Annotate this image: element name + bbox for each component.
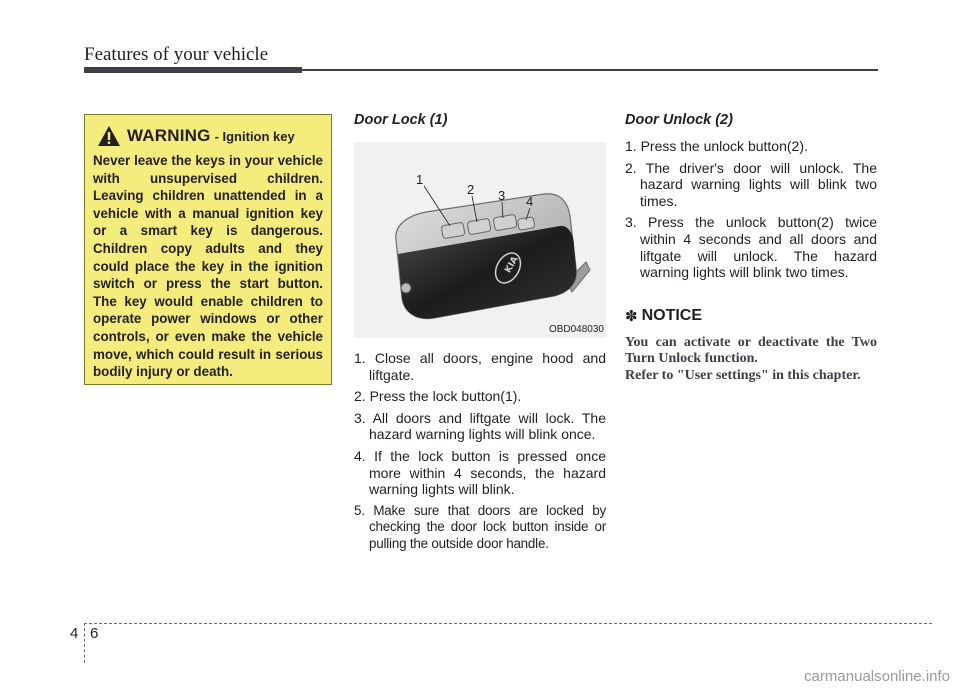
notice-line: Refer to "User settings" in this chapter. xyxy=(625,367,861,383)
warning-body: Never leave the keys in your vehicle with unsupervised children. Leaving children unattended in a vehicle with a manual ignition key or a smart key is dangerous. Children copy adults and they could place the key in the ignition switch or press the start button. The key would enable children to operate power windows or other controls, or even make the vehicle move, which could result in serious bodily injury or death. xyxy=(93,153,323,380)
door-lock-title: Door Lock (1) xyxy=(354,112,448,128)
page-number: 6 xyxy=(90,625,99,642)
footer-divider xyxy=(84,623,85,663)
notice-body xyxy=(625,335,877,385)
warning-box xyxy=(84,114,332,385)
door-unlock-column xyxy=(625,112,877,384)
footer-rule xyxy=(84,623,932,624)
header-rule-thin xyxy=(302,69,878,71)
door-unlock-title: Door Unlock (2) xyxy=(625,112,733,128)
warning-label: WARNING xyxy=(127,126,211,145)
list-item: 5. Make sure that doors are locked by checking the door lock button inside or pulling the outside door handle. xyxy=(354,502,606,551)
key-fob-illustration xyxy=(354,142,606,338)
callout-1: 1 xyxy=(416,172,424,187)
list-item: 3. All doors and liftgate will lock. The hazard warning lights will blink once. xyxy=(354,409,606,443)
list-item: 2. Press the lock button(1). xyxy=(354,388,522,405)
warning-triangle-icon xyxy=(97,125,121,147)
callout-4: 4 xyxy=(526,194,534,209)
notice-heading xyxy=(625,307,877,325)
door-unlock-steps xyxy=(625,138,877,281)
page-section-title: Features of your vehicle xyxy=(84,44,269,65)
callout-2: 2 xyxy=(467,182,475,197)
warning-subtitle: - Ignition key xyxy=(214,128,295,144)
key-fob-figure xyxy=(354,142,606,338)
notice-label: NOTICE xyxy=(641,306,703,324)
door-lock-column xyxy=(354,112,606,558)
figure-code: OBD048030 xyxy=(548,324,604,335)
warning-heading xyxy=(97,123,323,149)
list-item: 3. Press the unlock button(2) twice within 4 seconds and all doors and liftgate will unlock. The hazard warning lights will blink two times. xyxy=(625,214,877,281)
door-lock-steps xyxy=(354,350,606,553)
header-rule-thick xyxy=(84,67,302,73)
list-item: 2. The driver's door will unlock. The hazard warning lights will blink two times. xyxy=(625,159,877,209)
notice-star-icon: ✽ xyxy=(625,307,638,325)
list-item: 4. If the lock button is pressed once more within 4 seconds, the hazard warning lights will blink. xyxy=(354,447,606,498)
watermark: carmanualsonline.info xyxy=(804,668,950,685)
list-item: 1. Press the unlock button(2). xyxy=(625,138,808,154)
chapter-number: 4 xyxy=(70,625,79,642)
notice-line: You can activate or deactivate the Two Turn Unlock function. xyxy=(625,334,877,367)
svg-text:KIA: KIA xyxy=(503,254,521,275)
callout-3: 3 xyxy=(498,188,506,203)
list-item: 1. Close all doors, engine hood and liftgate. xyxy=(354,350,606,383)
